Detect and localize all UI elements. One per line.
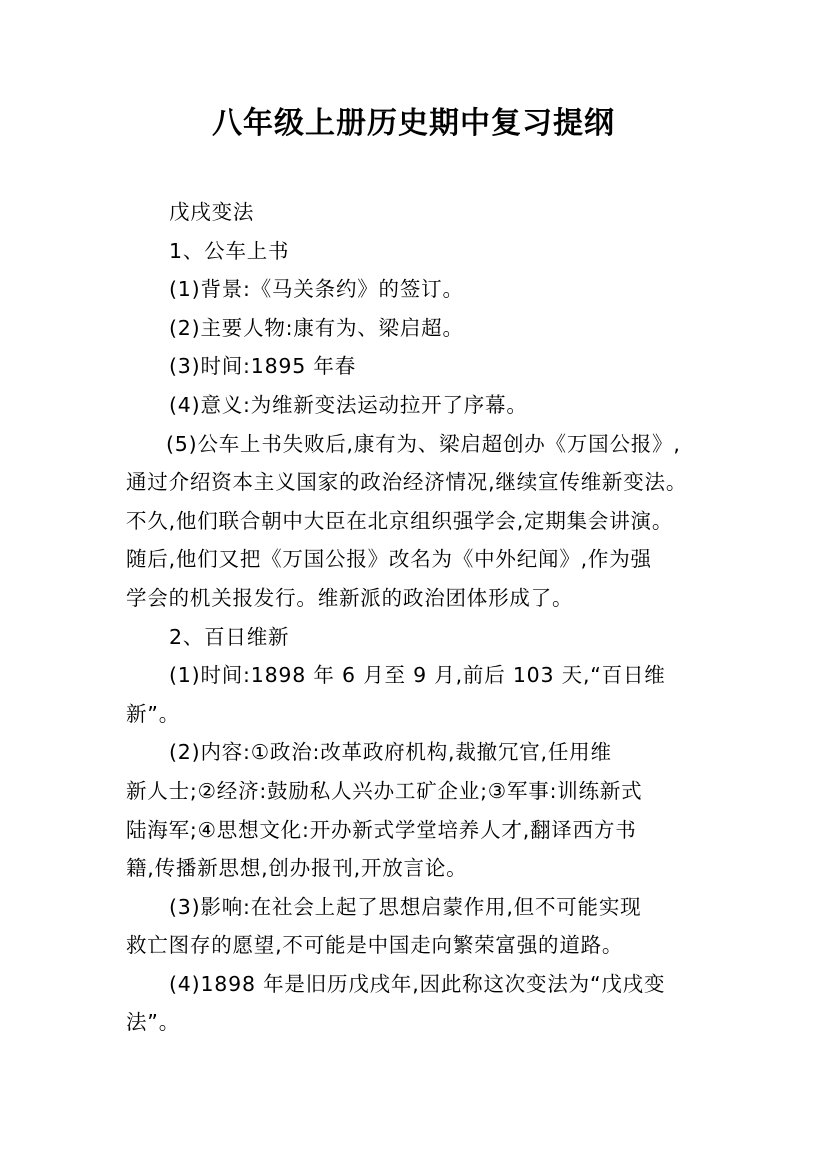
paragraph-line: (5)公车上书失败后,康有为、梁启超创办《万国公报》, [166, 431, 681, 456]
paragraph-line: (1)背景:《马关条约》的签订。 [169, 277, 464, 302]
document-body [126, 193, 706, 1042]
paragraph-line: 陆海军;④思想文化:开办新式学堂培养人才,翻译西方书 [126, 817, 637, 842]
document-title: 八年级上册历史期中复习提纲 [212, 106, 615, 141]
paragraph-line: 法”。 [126, 1010, 181, 1035]
paragraph-line: 救亡图存的愿望,不可能是中国走向繁荣富强的道路。 [126, 933, 624, 958]
subsection-heading: 1、公车上书 [169, 238, 290, 263]
paragraph-line: (4)1898 年是旧历戊戌年,因此称这次变法为“戊戌变 [169, 971, 666, 996]
section-heading: 戊戌变法 [169, 200, 255, 224]
paragraph-line: (2)内容:①政治:改革政府机构,裁撤冗官,任用维 [169, 740, 612, 765]
paragraph-line: 新”。 [126, 701, 181, 726]
paragraph-line: (2)主要人物:康有为、梁启超。 [169, 315, 464, 340]
paragraph-line: 学会的机关报发行。维新派的政治团体形成了。 [126, 585, 574, 610]
paragraph-line: 新人士;②经济:鼓励私人兴办工矿企业;③军事:训练新式 [126, 778, 643, 803]
paragraph-line: 不久,他们联合朝中大臣在北京组织强学会,定期集会讲演。 [126, 508, 674, 533]
paragraph-line: (1)时间:1898 年 6 月至 9 月,前后 103 天,“百日维 [169, 663, 666, 688]
paragraph-line: (4)意义:为维新变法运动拉开了序幕。 [169, 392, 528, 417]
paragraph-line: (3)影响:在社会上起了思想启蒙作用,但不可能实现 [169, 894, 642, 919]
subsection-heading: 2、百日维新 [169, 624, 290, 649]
paragraph-line: 随后,他们又把《万国公报》改名为《中外纪闻》,作为强 [126, 547, 652, 572]
paragraph-line: 籍,传播新思想,创办报刊,开放言论。 [126, 856, 468, 881]
paragraph-line: (3)时间:1895 年春 [169, 354, 357, 379]
paragraph-line: 通过介绍资本主义国家的政治经济情况,继续宣传维新变法。 [126, 470, 688, 495]
